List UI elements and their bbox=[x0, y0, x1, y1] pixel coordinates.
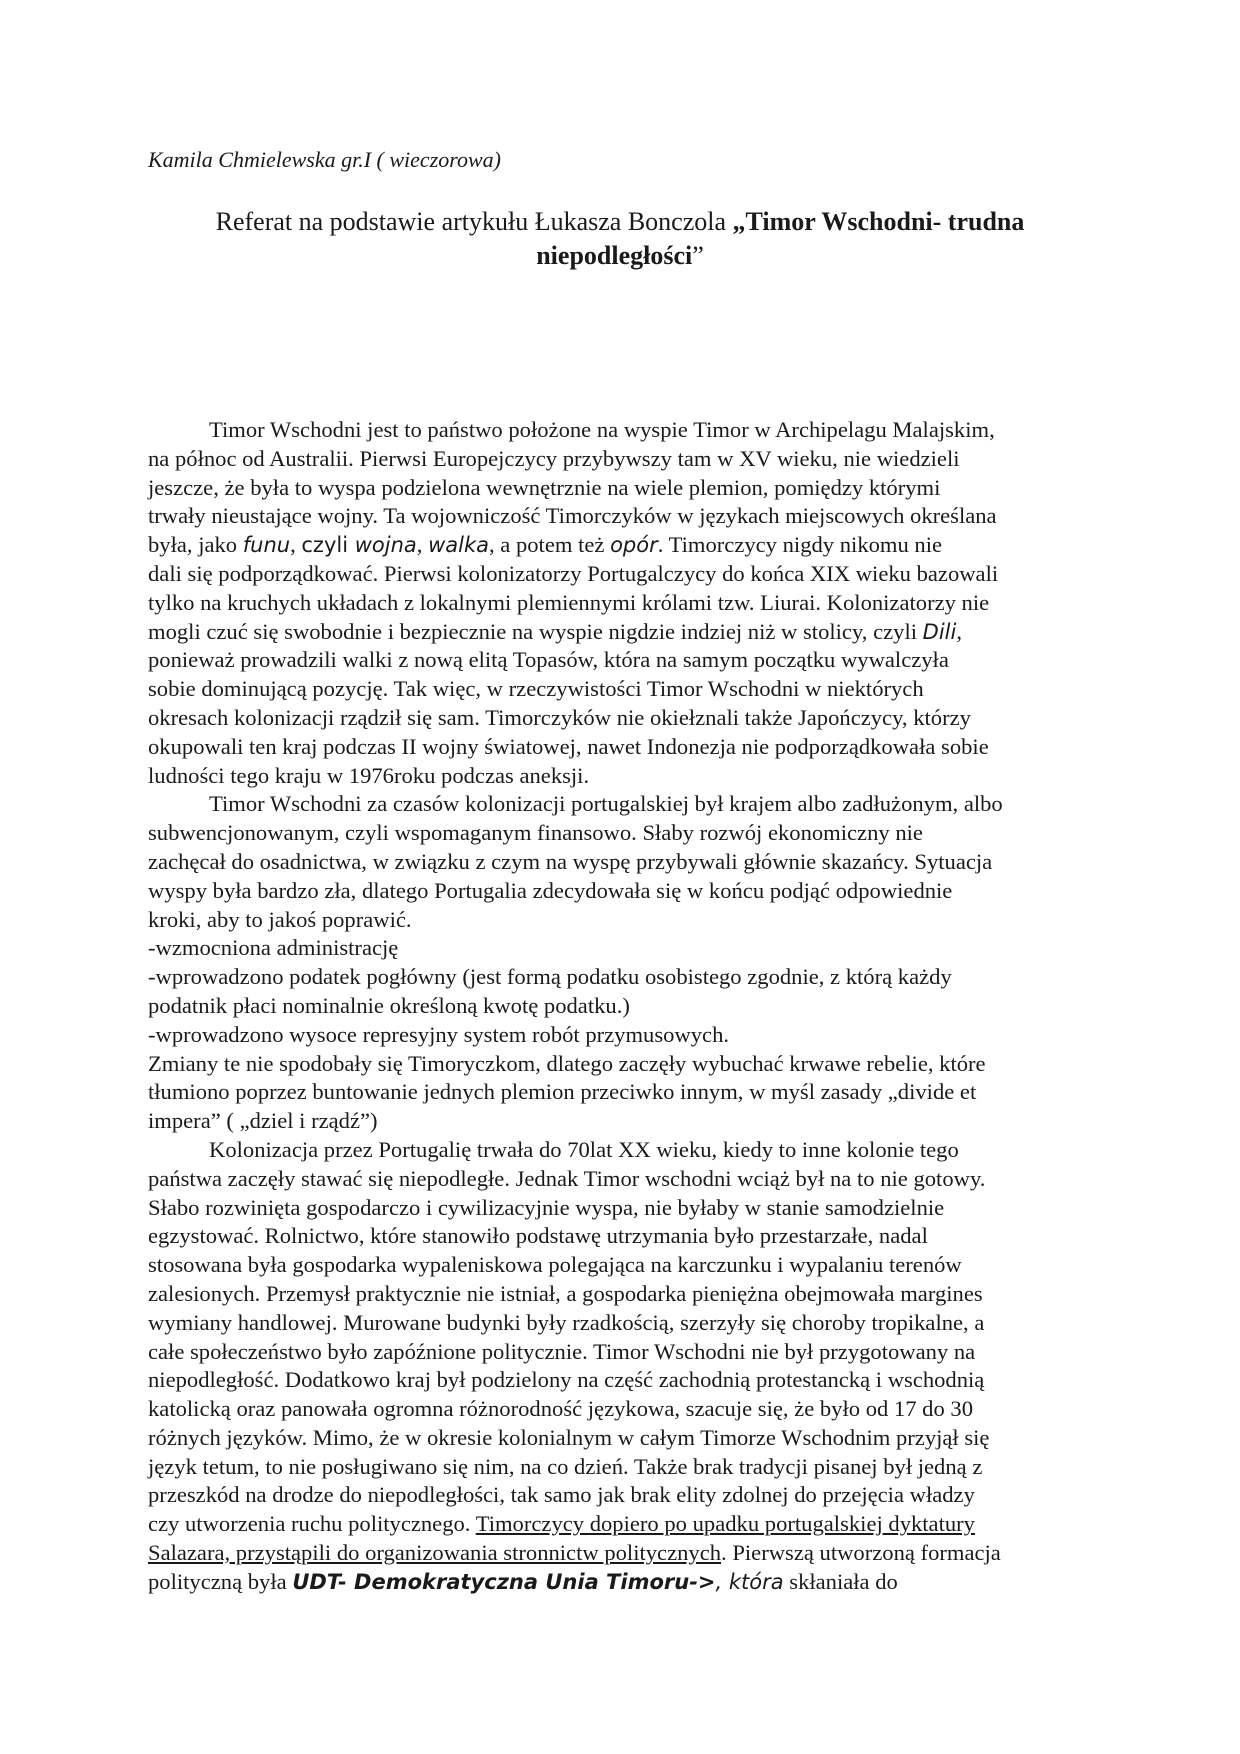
document-body bbox=[148, 416, 1092, 1597]
text-line: państwa zaczęły stawać się niepodległe. Jednak Timor wschodni wciąż był na to nie gotowy. bbox=[148, 1165, 986, 1191]
text-line bbox=[148, 531, 1092, 560]
term-funu: funu bbox=[242, 533, 291, 558]
text-line: różnych języków. Mimo, że w okresie kolonialnym w całym Timorze Wschodnim przyjął się bbox=[148, 1424, 990, 1450]
term-opor: opór bbox=[610, 533, 658, 558]
text-run: mogli czuć się swobodnie i bezpiecznie na wyspie nigdzie indziej niż w stolicy, czyli bbox=[148, 618, 923, 644]
text-run: . Timorczycy nigdy nikomu nie bbox=[657, 532, 943, 558]
text-line: okupowali ten kraj podczas II wojny światowej, nawet Indonezja nie podporządkowała sobie bbox=[148, 733, 989, 759]
title-prefix: Referat na podstawie artykułu Łukasza Bonczola bbox=[215, 207, 733, 236]
text-line: niepodległość. Dodatkowo kraj był podzielony na część zachodnią protestancką i wschodnią bbox=[148, 1367, 985, 1393]
text-line: ludności tego kraju w 1976roku podczas aneksji. bbox=[148, 762, 590, 788]
underlined-text: Salazara, przystąpili do organizowania stronnictw politycznych bbox=[148, 1540, 722, 1566]
text-line: dali się podporządkować. Pierwsi kolonizatorzy Portugalczycy do końca XIX wieku bazowali bbox=[148, 560, 999, 586]
text-line: sobie dominującą pozycję. Tak więc, w rzeczywistości Timor Wschodni w niektórych bbox=[148, 676, 924, 702]
underlined-text: Timorczycy dopiero po upadku portugalskiej dyktatury bbox=[475, 1511, 975, 1537]
text-line: jeszcze, że była to wyspa podzielona wewnętrznie na wiele plemion, pomiędzy którymi bbox=[148, 474, 941, 500]
text-line: język tetum, to nie posługiwano się nim, na co dzień. Także brak tradycji pisanej był jedną z bbox=[148, 1453, 983, 1479]
author-line: Kamila Chmielewska gr.I ( wieczorowa) bbox=[148, 147, 501, 172]
title-bold-1: „Timor Wschodni- trudna bbox=[732, 207, 1025, 236]
list-item: -wprowadzono wysoce represyjny system robót przymusowych. bbox=[148, 1021, 730, 1047]
text-run: polityczną była bbox=[148, 1568, 293, 1594]
text-run: . Pierwszą utworzoną formacja bbox=[721, 1540, 1001, 1566]
text-line bbox=[148, 1539, 1092, 1568]
text-run: czyli bbox=[301, 533, 355, 558]
title-end: ” bbox=[692, 241, 704, 270]
text-line: egzystować. Rolnictwo, które stanowiło podstawę utrzymania było przestarzałe, nadal bbox=[148, 1223, 928, 1249]
term-udt: UDT- Demokratyczna Unia Timoru-> bbox=[292, 1569, 716, 1594]
text-line: Timor Wschodni za czasów kolonizacji portugalskiej był krajem albo zadłużonym, albo bbox=[209, 791, 1003, 817]
title-bold-2: niepodległości bbox=[536, 241, 693, 270]
text-line: wyspy była bardzo zła, dlatego Portugalia zdecydowała się w końcu podjąć odpowiednie bbox=[148, 877, 953, 903]
text-line: okresach kolonizacji rządził się sam. Timorczyków nie okiełznali także Japończycy, którzy bbox=[148, 704, 971, 730]
text-run: czy utworzenia ruchu politycznego. bbox=[148, 1511, 476, 1537]
text-line bbox=[148, 1568, 1092, 1597]
document-title bbox=[148, 205, 1092, 273]
text-line: tylko na kruchych układach z lokalnymi plemiennymi królami tzw. Liurai. Kolonizatorzy nie bbox=[148, 589, 990, 615]
text-line: trwały nieustające wojny. Ta wojowniczość Timorczyków w językach miejscowych określana bbox=[148, 503, 997, 529]
term-wojna: wojna bbox=[354, 533, 417, 558]
text-line: tłumiono poprzez buntowanie jednych plemion przeciwko innym, w myśl zasady „divide et bbox=[148, 1079, 977, 1105]
text-run: , bbox=[956, 618, 962, 644]
text-line: zalesionych. Przemysł praktycznie nie istniał, a gospodarka pieniężna obejmowała margines bbox=[148, 1280, 983, 1306]
text-line: katolicką oraz panowała ogromna różnorodność językowa, szacuje się, że było od 17 do 30 bbox=[148, 1396, 974, 1422]
text-line: zachęcał do osadnictwa, w związku z czym na wyspę przybywali głównie skazańcy. Sytuacja bbox=[148, 848, 993, 874]
text-run: , bbox=[290, 532, 302, 558]
text-line: Zmiany te nie spodobały się Timoryczkom, dlatego zaczęły wybuchać krwawe rebelie, które bbox=[148, 1050, 986, 1076]
text-line bbox=[148, 1510, 1092, 1539]
text-line: impera” ( „dziel i rządź”) bbox=[148, 1108, 378, 1134]
list-item: -wprowadzono podatek pogłówny (jest formą podatku osobistego zgodnie, z którą każdy bbox=[148, 964, 952, 990]
text-line: Kolonizacja przez Portugalię trwała do 70lat XX wieku, kiedy to inne kolonie tego bbox=[209, 1136, 959, 1162]
text-run: , bbox=[416, 532, 429, 558]
text-line: przeszkód na drodze do niepodległości, tak samo jak brak elity zdolnej do przejęcia władzy bbox=[148, 1482, 975, 1508]
text-line: na północ od Australii. Pierwsi Europejczycy przybywszy tam w XV wieku, nie wiedzieli bbox=[148, 445, 960, 471]
text-run: , a potem też bbox=[488, 532, 611, 558]
term-walka: walka bbox=[428, 533, 489, 558]
text-line bbox=[148, 618, 1092, 647]
text-line: ponieważ prowadzili walki z nową elitą Topasów, która na samym początku wywalczyła bbox=[148, 647, 949, 673]
text-run: skłaniała do bbox=[783, 1568, 898, 1594]
term-dili: Dili bbox=[922, 619, 957, 644]
text-line: kroki, aby to jakoś poprawić. bbox=[148, 906, 412, 932]
text-line: podatnik płaci nominalnie określoną kwotę podatku.) bbox=[148, 992, 630, 1018]
text-line: stosowana była gospodarka wypaleniskowa polegająca na karczunku i wypalaniu terenów bbox=[148, 1252, 962, 1278]
text-line: wymiany handlowej. Murowane budynki były rzadkością, szerzyły się choroby tropikalne, a bbox=[148, 1309, 985, 1335]
text-run: , która bbox=[715, 1569, 784, 1594]
text-line: Słabo rozwinięta gospodarczo i cywilizacyjnie wyspa, nie byłaby w stanie samodzielnie bbox=[148, 1194, 945, 1220]
text-run: była, jako bbox=[148, 532, 243, 558]
text-line: Timor Wschodni jest to państwo położone na wyspie Timor w Archipelagu Malajskim, bbox=[209, 417, 995, 442]
text-line: subwencjonowanym, czyli wspomaganym finansowo. Słaby rozwój ekonomiczny nie bbox=[148, 820, 923, 846]
list-item: -wzmocniona administrację bbox=[148, 935, 399, 961]
text-line: całe społeczeństwo było zapóźnione politycznie. Timor Wschodni nie był przygotowany na bbox=[148, 1338, 976, 1364]
